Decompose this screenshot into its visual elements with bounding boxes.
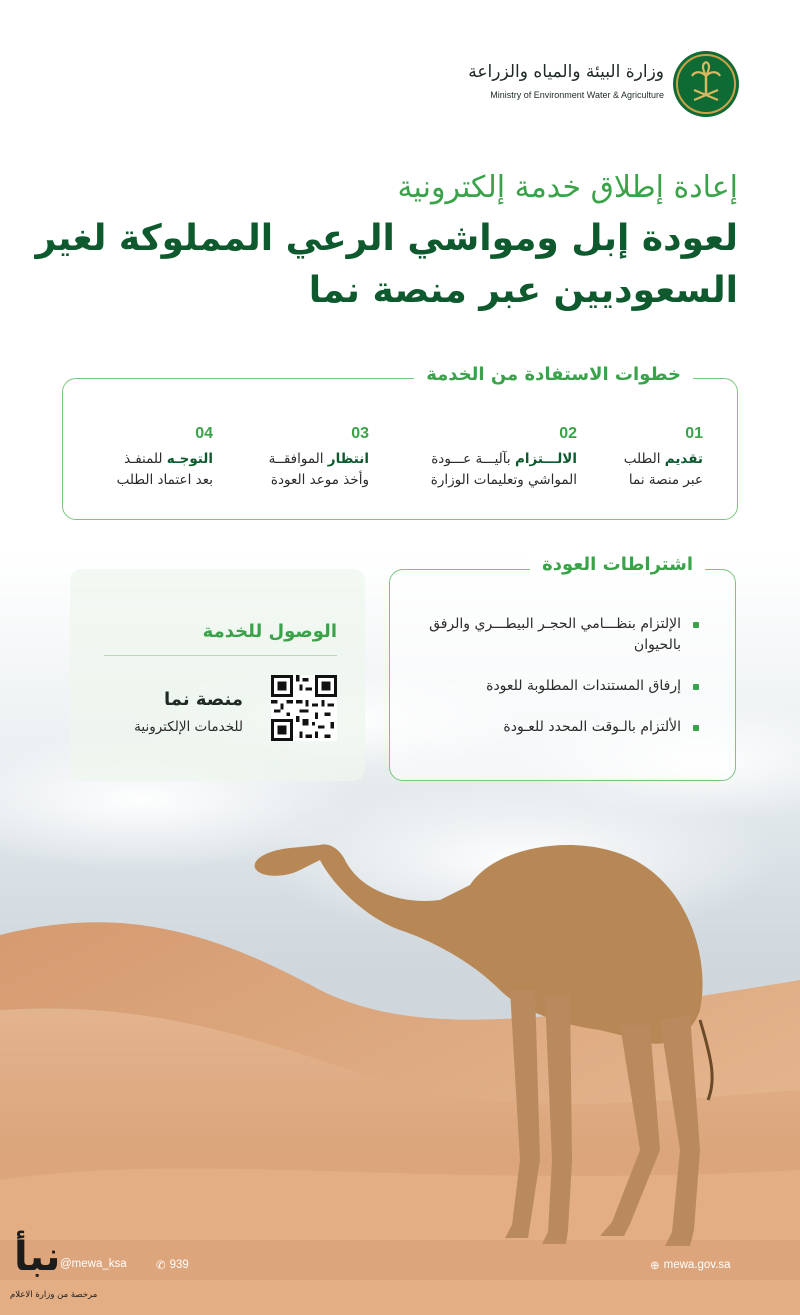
step-number: 02 <box>559 425 577 442</box>
conditions-list <box>399 614 699 758</box>
condition-item: الألتزام بالـوقت المحدد للعـودة <box>399 717 699 738</box>
headline-title-line2: السعوديين عبر منصة نما <box>308 270 738 311</box>
conditions-panel <box>389 554 736 781</box>
ministry-name-arabic: وزارة البيئة والمياه والزراعة <box>468 62 664 82</box>
step-text-line2: بعد اعتماد الطلب <box>116 472 213 488</box>
step-number: 03 <box>351 425 369 442</box>
bullet-icon <box>693 684 699 690</box>
platform-name: منصة نما <box>164 689 243 710</box>
step-text-line2: عبر منصة نما <box>628 472 703 488</box>
step-number: 01 <box>685 425 703 442</box>
step-02 <box>417 425 577 488</box>
watermark-logo: نبأ مرخصة من وزارة الاعلام <box>10 1234 98 1300</box>
conditions-heading: اشتراطات العودة <box>530 554 705 575</box>
headline-subtitle: إعادة إطلاق خدمة إلكترونية <box>397 170 738 205</box>
divider <box>104 655 337 656</box>
step-04 <box>53 425 213 488</box>
palm-emblem-icon <box>672 50 740 118</box>
steps-heading: خطوات الاستفادة من الخدمة <box>414 364 693 385</box>
step-text-line1: تقديم الطلب <box>623 451 703 467</box>
step-text-line1: الالـــتزام بآليـــة عـــودة <box>431 451 577 467</box>
step-03 <box>209 425 369 488</box>
qr-code-icon[interactable] <box>271 675 337 741</box>
condition-item: إرفاق المستندات المطلوبة للعودة <box>399 676 699 697</box>
bullet-icon <box>693 725 699 731</box>
step-text-line1: انتظار الموافقــة <box>268 451 369 467</box>
social-handle[interactable]: @mewa_ksa <box>60 1258 127 1270</box>
condition-item: الإلتزام بنظـــامي الحجـر البيطـــري والرفق بالحيوان <box>399 614 699 656</box>
platform-subtitle: للخدمات الإلكترونية <box>134 719 243 735</box>
bullet-icon <box>693 622 699 628</box>
step-text-line2: وأخذ موعد العودة <box>270 472 369 488</box>
step-text-line2: المواشي وتعليمات الوزارة <box>430 472 577 488</box>
ministry-name-english: Ministry of Environment Water & Agriculture <box>490 90 664 100</box>
step-text-line1: التوجـه للمنفـذ <box>124 451 213 467</box>
ministry-logo <box>466 50 740 120</box>
globe-icon: ⊕ <box>650 1260 660 1272</box>
website-link[interactable]: ⊕ mewa.gov.sa <box>650 1259 731 1272</box>
headline-title-line1: لعودة إبل ومواشي الرعي المملوكة لغير <box>35 218 738 259</box>
step-number: 04 <box>195 425 213 442</box>
service-access-panel <box>70 569 365 781</box>
phone-contact[interactable]: ✆ 939 <box>156 1259 189 1272</box>
steps-panel <box>62 364 738 520</box>
access-title: الوصول للخدمة <box>202 621 337 642</box>
phone-icon: ✆ <box>156 1260 166 1272</box>
